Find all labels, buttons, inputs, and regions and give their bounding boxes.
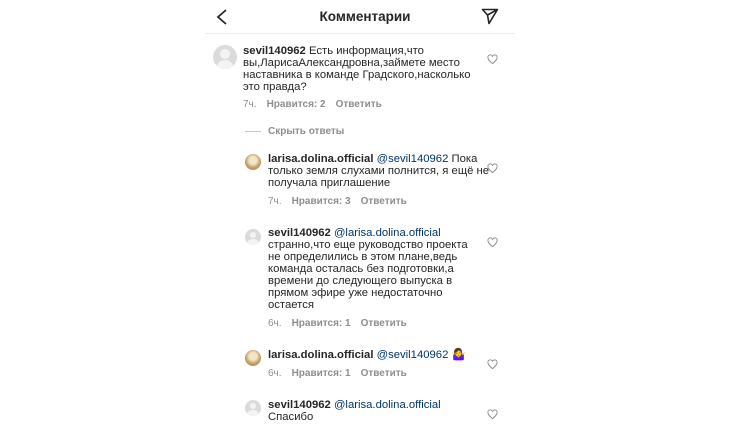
mention-link[interactable]: @sevil140962 [376,153,449,165]
reply-body: странно,что еще руководство проекта не определились в этом плане,ведь команда осталась без подготовки,а времени до следующего выпуска в прямом эфире уже недостаточно остается [268,239,468,311]
reply-meta [268,318,417,329]
divider-line [245,131,261,132]
likes-count[interactable]: Нравится: 2 [266,99,326,110]
likes-count[interactable]: Нравится: 1 [291,368,351,379]
avatar[interactable] [245,154,261,170]
likes-count[interactable]: Нравится: 3 [291,196,351,207]
reply-body: Пока только земля слухами полнится, я ещё не получала приглашение [268,153,490,189]
reply-username[interactable]: larisa.dolina.official [268,349,374,361]
reply-button[interactable]: Ответить [360,368,407,379]
mention-link[interactable]: @larisa.dolina.official [333,227,441,239]
timestamp: 6ч. [268,318,282,329]
reply-body: Спасибо [268,411,314,423]
reply-text [268,153,493,189]
avatar[interactable] [245,350,261,366]
avatar[interactable] [245,229,261,245]
heart-icon[interactable] [487,409,498,420]
timestamp: 7ч. [268,196,282,207]
comment-meta [243,99,392,110]
reply-meta [268,368,417,379]
shrug-emoji: 🤷‍♀️ [451,349,466,361]
comment-text [243,45,471,93]
likes-count[interactable]: Нравится: 1 [291,318,351,329]
heart-icon[interactable] [487,163,498,174]
comment-username[interactable]: sevil140962 [243,45,306,57]
reply-username[interactable]: larisa.dolina.official [268,153,374,165]
heart-icon[interactable] [487,54,498,65]
hide-replies-button[interactable]: Скрыть ответы [268,126,345,137]
reply-button[interactable]: Ответить [360,196,407,207]
page-title: Комментарии [319,9,411,24]
reply-text [268,399,473,423]
timestamp: 7ч. [243,99,257,110]
paper-plane-icon[interactable] [481,8,499,25]
reply-meta [268,196,417,207]
reply-username[interactable]: sevil140962 [268,227,331,239]
header-divider [205,33,515,34]
heart-icon[interactable] [487,359,498,370]
heart-icon[interactable] [487,237,498,248]
avatar[interactable] [245,400,261,416]
reply-button[interactable]: Ответить [335,99,382,110]
mention-link[interactable]: @larisa.dolina.official [333,399,441,411]
reply-text [268,227,473,311]
avatar[interactable] [213,45,237,69]
comment-body: Есть информация,что вы,ЛарисаАлександровна,займете место наставника в команде Градского,насколько это правда? [243,45,471,93]
reply-button[interactable]: Ответить [360,318,407,329]
mention-link[interactable]: @sevil140962 [376,349,449,361]
reply-username[interactable]: sevil140962 [268,399,331,411]
timestamp: 6ч. [268,368,282,379]
reply-text [268,349,493,361]
